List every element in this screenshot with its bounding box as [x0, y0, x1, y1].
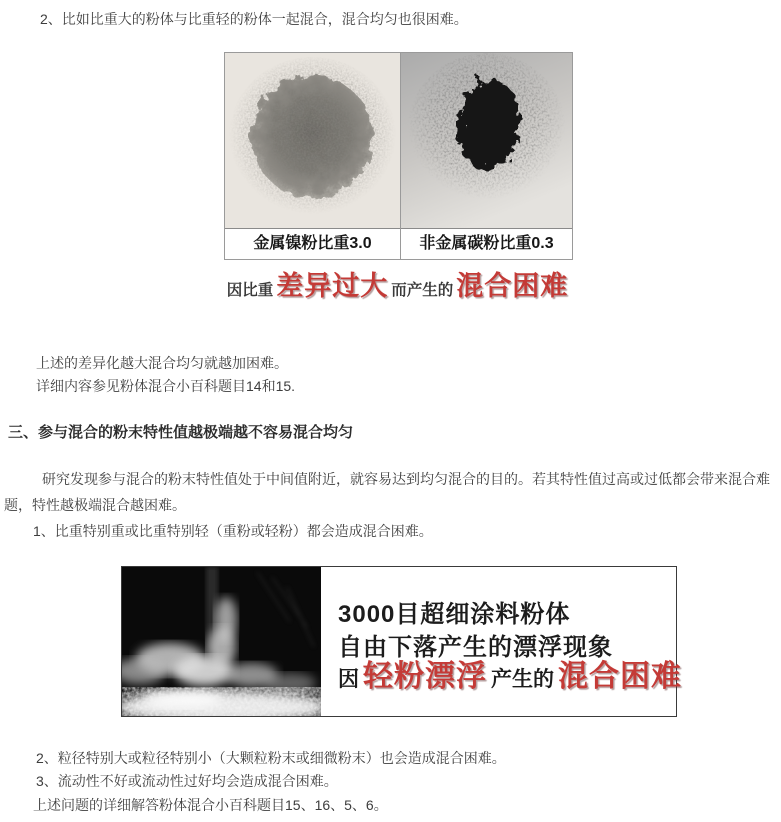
- slogan-emphasis-2: 混合困难: [456, 271, 569, 301]
- section3-para-line2: 题，特性越极端混合越困难。: [4, 497, 186, 513]
- intro-line: 2、比如比重大的粉体与比重轻的粉体一起混合，混合均匀也很困难。: [40, 11, 468, 27]
- density-comparison-figure: [224, 52, 573, 260]
- paragraph1-line1: 上述的差异化越大混合均匀就越加困难。: [36, 355, 288, 371]
- figure2-line1: 3000目超细涂料粉体: [338, 601, 571, 628]
- section3-para-line1: 研究发现参与混合的粉末特性值处于中间值附近，就容易达到均匀混合的目的。若其特性值过高或过低都会带来混合难: [42, 471, 770, 487]
- figure2-line3-prefix: 因: [338, 668, 359, 691]
- powder-smoke-photo-icon: [122, 567, 321, 716]
- section3-item3: 3、流动性不好或流动性过好均会造成混合困难。: [36, 773, 338, 789]
- closing-line: 上述问题的详细解答粉体混合小百科题目15、16、5、6。: [33, 797, 388, 813]
- section3-item2: 2、粒径特别大或粒径特别小（大颗粒粉末或细微粉末）也会造成混合困难。: [36, 750, 506, 766]
- nickel-caption: 金属镍粉比重3.0: [225, 228, 400, 259]
- slogan-prefix: 因比重: [226, 282, 274, 299]
- density-slogan: [224, 263, 574, 309]
- nickel-panel: [225, 53, 401, 259]
- figure2-line2: 自由下落产生的漂浮现象: [338, 634, 613, 661]
- floating-powder-text-area: [321, 567, 682, 716]
- carbon-caption: 非金属碳粉比重0.3: [401, 228, 572, 259]
- section3-heading: 三、参与混合的粉末特性值越极端越不容易混合均匀: [8, 424, 354, 441]
- slogan-emphasis-1: 差异过大: [276, 271, 389, 301]
- carbon-panel: [401, 53, 572, 259]
- figure2-emphasis-1: 轻粉漂浮: [363, 660, 487, 693]
- carbon-powder-photo-icon: [401, 53, 572, 228]
- figure2-line3: [338, 657, 686, 700]
- slogan-middle: 而产生的: [391, 282, 454, 299]
- paragraph1-line2: 详细内容参见粉体混合小百科题目14和15.: [36, 378, 296, 394]
- figure2-line3-middle: 产生的: [491, 668, 554, 691]
- section3-item1: 1、比重特别重或比重特别轻（重粉或轻粉）都会造成混合困难。: [33, 523, 433, 539]
- nickel-powder-photo-icon: [225, 53, 400, 228]
- figure2-emphasis-2: 混合困难: [558, 660, 682, 693]
- floating-powder-figure: [121, 566, 682, 717]
